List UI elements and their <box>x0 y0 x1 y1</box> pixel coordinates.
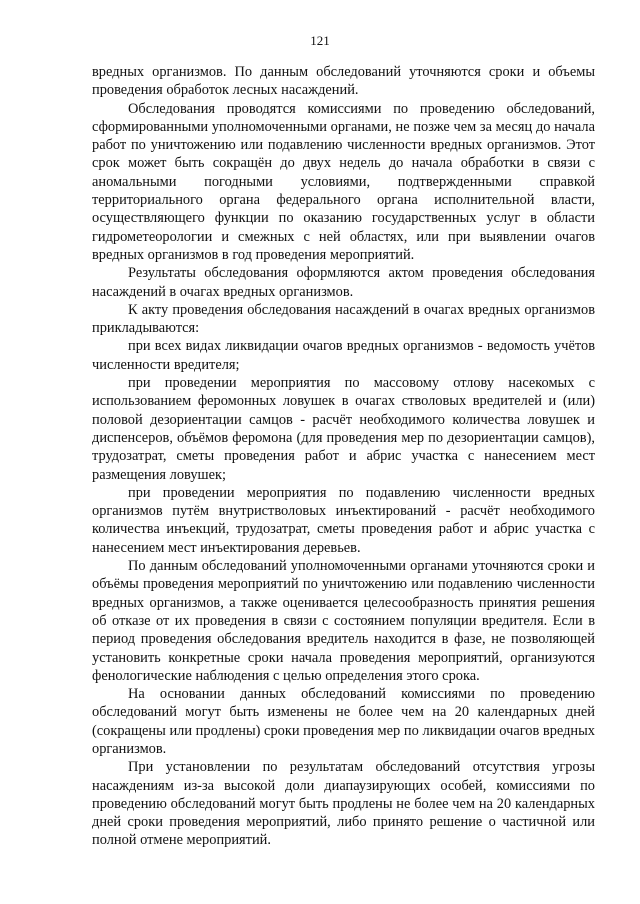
paragraph-inspection-commissions: Обследования проводятся комиссиями по проведению обследований, сформированными уполномоченными органами, не позже чем за месяц до начала работ по уничтожению или подавлению численности вредных организмов. Этот срок может быть сокращён до двух недель до начала обработки в связи с аномальными погодными условиями, подтвержденными справкой территориального органа федерального органа исполнительной власти, осуществляющего функции по оказанию государственных услуг в области гидрометеорологии и смежных с ней областях, или при выявлении очагов вредных организмов в год проведения мероприятий. <box>92 100 595 263</box>
paragraph-continuation: вредных организмов. По данным обследований уточняются сроки и объемы проведения обработок лесных насаждений. <box>92 64 595 99</box>
paragraph-attachment-injections: при проведении мероприятия по подавлению численности вредных организмов путём внутристволовых инъектирований - расчёт необходимого количества инъекций, трудозатрат, сметы проведения работ и абрис участка с нанесением мест инъектирования деревьев. <box>92 484 595 556</box>
paragraph-attachment-pheromone-traps: при проведении мероприятия по массовому отлову насекомых с использованием феромонных ловушек в очагах стволовых вредителей и (или) половой дезориентации самцов - расчёт необходимого количества ловушек и диспенсеров, объёмов феромона (для проведения мер по дезориентации самцов), трудозатрат, сметы проведения работ и абрис участка с нанесением мест размещения ловушек; <box>92 375 595 483</box>
paragraph-act-attachments: К акту проведения обследования насаждений в очагах вредных организмов прикладываются: <box>92 301 595 337</box>
paragraph-inspection-results: Результаты обследования оформляются актом проведения обследования насаждений в очагах вредных организмов. <box>92 265 595 300</box>
paragraph-attachment-all-types: при всех видах ликвидации очагов вредных организмов - ведомость учётов численности вредителя; <box>92 338 595 373</box>
paragraph-terms-clarification: По данным обследований уполномоченными органами уточняются сроки и объёмы проведения мероприятий по уничтожению или подавлению численности вредных организмов, а также оценивается целесообразность принятия решения об отказе от их проведения в связи с состоянием популяции вредителя. Если в период проведения обследования вредитель находится в фазе, не позволяющей установить конкретные сроки начала проведения мероприятий, организуются фенологические наблюдения с целью определения этого срока. <box>92 558 595 684</box>
body-text <box>92 63 595 850</box>
paragraph-terms-extension: При установлении по результатам обследований отсутствия угрозы насаждениям из-за высокой доли диапаузирующих особей, комиссиями по проведению обследований могут быть продлены не более чем на 20 календарных дней сроки проведения мероприятий, либо принято решение о частичной или полной отмене мероприятий. <box>92 759 595 849</box>
paragraph-terms-change: На основании данных обследований комиссиями по проведению обследований могут быть изменены не более чем на 20 календарных дней (сокращены или продлены) сроки проведения мер по ликвидации очагов вредных организмов. <box>92 686 595 757</box>
page-number: 121 <box>310 33 330 48</box>
